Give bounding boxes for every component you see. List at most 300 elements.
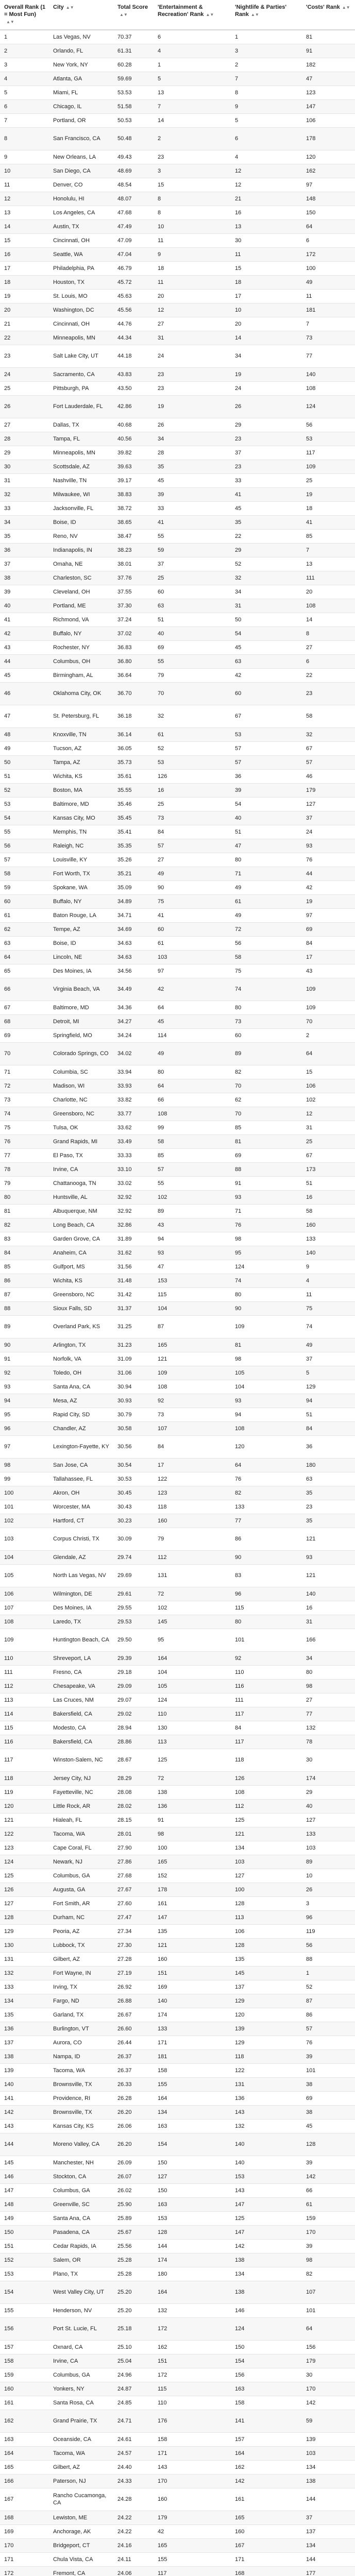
sort-icon[interactable]: ▲▼ (250, 12, 259, 17)
city-cell: Rapid City, SD (49, 1408, 113, 1421)
costs-rank-cell: 140 (302, 1246, 355, 1260)
costs-rank-cell: 44 (302, 867, 355, 880)
city-cell: Houston, TX (49, 275, 113, 289)
entertainment-rank-cell: 69 (154, 640, 231, 654)
nightlife-rank-cell: 113 (231, 1910, 302, 1924)
entertainment-rank-cell: 170 (154, 2474, 231, 2488)
nightlife-rank-cell: 80 (231, 853, 302, 867)
costs-rank-cell: 7 (302, 543, 355, 557)
costs-rank-cell: 128 (302, 2133, 355, 2156)
table-row (0, 668, 355, 682)
city-cell: Hialeah, FL (49, 1813, 113, 1827)
total-score-cell: 44.76 (113, 317, 154, 331)
entertainment-rank-cell: 164 (154, 2091, 231, 2105)
sort-icon[interactable]: ▲▼ (342, 5, 350, 10)
table-row (0, 1107, 355, 1121)
total-score-cell: 25.90 (113, 2197, 154, 2211)
city-cell: Worcester, MA (49, 1500, 113, 1514)
column-header-entertainment-rank[interactable]: 'Entertainment & Recreation' Rank ▲▼ (154, 0, 231, 30)
overall-rank-cell: 153 (0, 2267, 49, 2281)
city-cell: Pittsburgh, PA (49, 381, 113, 395)
total-score-cell: 26.60 (113, 2022, 154, 2036)
entertainment-rank-cell: 150 (154, 2183, 231, 2197)
total-score-cell: 24.85 (113, 2396, 154, 2410)
table-row (0, 2538, 355, 2552)
nightlife-rank-cell: 3 (231, 44, 302, 58)
table-row (0, 418, 355, 432)
costs-rank-cell: 38 (302, 2105, 355, 2119)
costs-rank-cell: 94 (302, 1394, 355, 1408)
table-row (0, 654, 355, 668)
entertainment-rank-cell: 18 (154, 261, 231, 275)
city-cell: Grand Rapids, MI (49, 1134, 113, 1148)
total-score-cell: 30.45 (113, 1486, 154, 1500)
nightlife-rank-cell: 115 (231, 1601, 302, 1615)
entertainment-rank-cell: 40 (154, 626, 231, 640)
costs-rank-cell: 133 (302, 1232, 355, 1246)
entertainment-rank-cell: 72 (154, 1771, 231, 1785)
entertainment-rank-cell: 160 (154, 1514, 231, 1528)
table-row (0, 950, 355, 964)
costs-rank-cell: 40 (302, 1799, 355, 1813)
city-cell: Colorado Springs, CO (49, 1042, 113, 1065)
total-score-cell: 27.30 (113, 1938, 154, 1952)
entertainment-rank-cell: 136 (154, 1799, 231, 1813)
nightlife-rank-cell: 11 (231, 247, 302, 261)
sort-icon[interactable]: ▲▼ (120, 12, 128, 17)
table-row (0, 317, 355, 331)
overall-rank-cell: 117 (0, 1749, 49, 1771)
table-row (0, 978, 355, 1001)
city-cell: Manchester, NH (49, 2156, 113, 2170)
nightlife-rank-cell: 52 (231, 557, 302, 571)
overall-rank-cell: 155 (0, 2303, 49, 2317)
total-score-cell: 24.61 (113, 2432, 154, 2446)
city-cell: Kansas City, MO (49, 811, 113, 825)
entertainment-rank-cell: 87 (154, 1315, 231, 1338)
table-row (0, 1380, 355, 1394)
overall-rank-cell: 25 (0, 381, 49, 395)
costs-rank-cell: 77 (302, 345, 355, 367)
costs-rank-cell: 177 (302, 2566, 355, 2576)
table-row (0, 2063, 355, 2077)
table-row (0, 1260, 355, 1274)
nightlife-rank-cell: 118 (231, 1749, 302, 1771)
city-cell: Columbus, OH (49, 654, 113, 668)
table-row (0, 1910, 355, 1924)
city-cell: Birmingham, AL (49, 668, 113, 682)
total-score-cell: 39.17 (113, 473, 154, 487)
table-row (0, 1771, 355, 1785)
nightlife-rank-cell: 129 (231, 1994, 302, 2008)
table-row (0, 755, 355, 769)
costs-rank-cell: 109 (302, 460, 355, 473)
entertainment-rank-cell: 42 (154, 978, 231, 1001)
overall-rank-cell: 156 (0, 2317, 49, 2340)
total-score-cell: 33.93 (113, 1079, 154, 1093)
entertainment-rank-cell: 103 (154, 950, 231, 964)
entertainment-rank-cell: 158 (154, 2063, 231, 2077)
total-score-cell: 26.20 (113, 2105, 154, 2119)
entertainment-rank-cell: 150 (154, 2156, 231, 2170)
city-cell: Seattle, WA (49, 247, 113, 261)
overall-rank-cell: 57 (0, 853, 49, 867)
entertainment-rank-cell: 37 (154, 557, 231, 571)
entertainment-rank-cell: 174 (154, 2008, 231, 2022)
nightlife-rank-cell: 112 (231, 1799, 302, 1813)
table-row (0, 894, 355, 908)
total-score-cell: 34.63 (113, 950, 154, 964)
table-row (0, 1287, 355, 1301)
overall-rank-cell: 87 (0, 1287, 49, 1301)
overall-rank-cell: 27 (0, 418, 49, 432)
sort-icon[interactable]: ▲▼ (65, 5, 74, 10)
overall-rank-cell: 20 (0, 303, 49, 317)
overall-rank-cell: 23 (0, 345, 49, 367)
city-cell: Rancho Cucamonga, CA (49, 2488, 113, 2511)
total-score-cell: 27.68 (113, 1869, 154, 1883)
total-score-cell: 45.63 (113, 289, 154, 303)
city-cell: St. Louis, MO (49, 289, 113, 303)
total-score-cell: 24.06 (113, 2566, 154, 2576)
city-cell: Burlington, VT (49, 2022, 113, 2036)
total-score-cell: 35.26 (113, 853, 154, 867)
table-row (0, 1785, 355, 1799)
city-cell: Tacoma, WA (49, 2063, 113, 2077)
total-score-cell: 53.53 (113, 86, 154, 99)
overall-rank-cell: 97 (0, 1435, 49, 1458)
city-cell: Cedar Rapids, IA (49, 2239, 113, 2253)
total-score-cell: 27.90 (113, 1841, 154, 1855)
nightlife-rank-cell: 110 (231, 1665, 302, 1679)
city-cell: Las Cruces, NM (49, 1693, 113, 1707)
costs-rank-cell: 139 (302, 2432, 355, 2446)
nightlife-rank-cell: 139 (231, 2022, 302, 2036)
entertainment-rank-cell: 130 (154, 1721, 231, 1735)
costs-rank-cell: 103 (302, 2446, 355, 2460)
nightlife-rank-cell: 98 (231, 1352, 302, 1366)
nightlife-rank-cell: 29 (231, 418, 302, 432)
city-cell: Stockton, CA (49, 2170, 113, 2183)
table-row (0, 2133, 355, 2156)
entertainment-rank-cell: 94 (154, 1232, 231, 1246)
city-cell: Fremont, CA (49, 2566, 113, 2576)
nightlife-rank-cell: 37 (231, 446, 302, 460)
entertainment-rank-cell: 20 (154, 289, 231, 303)
table-row (0, 2303, 355, 2317)
costs-rank-cell: 30 (302, 1749, 355, 1771)
nightlife-rank-cell: 4 (231, 150, 302, 164)
nightlife-rank-cell: 118 (231, 2049, 302, 2063)
nightlife-rank-cell: 91 (231, 1176, 302, 1190)
city-cell: Baltimore, MD (49, 1001, 113, 1014)
column-header-city[interactable]: City ▲▼ (49, 0, 113, 30)
costs-rank-cell: 35 (302, 1514, 355, 1528)
table-row (0, 367, 355, 381)
table-row (0, 571, 355, 585)
overall-rank-cell: 72 (0, 1079, 49, 1093)
costs-rank-cell: 101 (302, 2063, 355, 2077)
nightlife-rank-cell: 71 (231, 1204, 302, 1218)
nightlife-rank-cell: 146 (231, 2303, 302, 2317)
table-row (0, 769, 355, 783)
entertainment-rank-cell: 75 (154, 894, 231, 908)
overall-rank-cell: 158 (0, 2354, 49, 2368)
city-cell: Chattanooga, TN (49, 1176, 113, 1190)
table-row (0, 192, 355, 206)
costs-rank-cell: 69 (302, 2091, 355, 2105)
city-cell: Richmond, VA (49, 613, 113, 626)
total-score-cell: 37.55 (113, 585, 154, 599)
nightlife-rank-cell: 5 (231, 113, 302, 127)
nightlife-rank-cell: 106 (231, 1924, 302, 1938)
nightlife-rank-cell: 161 (231, 2488, 302, 2511)
overall-rank-cell: 18 (0, 275, 49, 289)
total-score-cell: 30.79 (113, 1408, 154, 1421)
city-cell: Nampa, ID (49, 2049, 113, 2063)
overall-rank-cell: 107 (0, 1601, 49, 1615)
entertainment-rank-cell: 7 (154, 99, 231, 113)
nightlife-rank-cell: 134 (231, 1841, 302, 1855)
table-row (0, 1707, 355, 1721)
city-cell: Nashville, TN (49, 473, 113, 487)
costs-rank-cell: 119 (302, 1924, 355, 1938)
total-score-cell: 31.42 (113, 1287, 154, 1301)
entertainment-rank-cell: 4 (154, 44, 231, 58)
city-cell: Baton Rouge, LA (49, 908, 113, 922)
entertainment-rank-cell: 42 (154, 2524, 231, 2538)
total-score-cell: 44.34 (113, 331, 154, 345)
total-score-cell: 24.40 (113, 2460, 154, 2474)
entertainment-rank-cell: 89 (154, 1204, 231, 1218)
total-score-cell: 35.55 (113, 783, 154, 797)
costs-rank-cell: 73 (302, 331, 355, 345)
costs-rank-cell: 58 (302, 1204, 355, 1218)
costs-rank-cell: 166 (302, 1629, 355, 1651)
table-row (0, 839, 355, 853)
overall-rank-cell: 50 (0, 755, 49, 769)
city-cell: Indianapolis, IN (49, 543, 113, 557)
city-cell: Greensboro, NC (49, 1107, 113, 1121)
column-header-costs-rank[interactable]: 'Costs' Rank ▲▼ (302, 0, 355, 30)
overall-rank-cell: 120 (0, 1799, 49, 1813)
total-score-cell: 31.56 (113, 1260, 154, 1274)
costs-rank-cell: 42 (302, 880, 355, 894)
nightlife-rank-cell: 45 (231, 501, 302, 515)
city-cell: Rochester, NY (49, 640, 113, 654)
nightlife-rank-cell: 76 (231, 1218, 302, 1232)
nightlife-rank-cell: 45 (231, 640, 302, 654)
nightlife-rank-cell: 14 (231, 331, 302, 345)
city-cell: Tampa, FL (49, 432, 113, 446)
total-score-cell: 24.11 (113, 2552, 154, 2566)
nightlife-rank-cell: 77 (231, 1514, 302, 1528)
table-row (0, 1601, 355, 1615)
total-score-cell: 38.65 (113, 515, 154, 529)
entertainment-rank-cell: 109 (154, 1366, 231, 1380)
total-score-cell: 25.89 (113, 2211, 154, 2225)
nightlife-rank-cell: 53 (231, 727, 302, 741)
total-score-cell: 26.37 (113, 2063, 154, 2077)
entertainment-rank-cell: 115 (154, 2382, 231, 2396)
nightlife-rank-cell: 109 (231, 1315, 302, 1338)
overall-rank-cell: 121 (0, 1813, 49, 1827)
table-row (0, 1028, 355, 1042)
nightlife-rank-cell: 83 (231, 1564, 302, 1587)
entertainment-rank-cell: 85 (154, 1148, 231, 1162)
entertainment-rank-cell: 41 (154, 515, 231, 529)
city-cell: Chula Vista, CA (49, 2552, 113, 2566)
nightlife-rank-cell: 54 (231, 626, 302, 640)
overall-rank-cell: 110 (0, 1651, 49, 1665)
overall-rank-cell: 160 (0, 2382, 49, 2396)
entertainment-rank-cell: 153 (154, 1274, 231, 1287)
sort-icon[interactable]: ▲▼ (206, 12, 214, 17)
total-score-cell: 39.82 (113, 446, 154, 460)
costs-rank-cell: 2 (302, 1028, 355, 1042)
city-cell: Columbus, GA (49, 1869, 113, 1883)
total-score-cell: 35.45 (113, 811, 154, 825)
table-row (0, 1528, 355, 1550)
city-cell: Buffalo, NY (49, 626, 113, 640)
overall-rank-cell: 115 (0, 1721, 49, 1735)
overall-rank-cell: 61 (0, 908, 49, 922)
table-row (0, 1966, 355, 1980)
city-cell: San Francisco, CA (49, 127, 113, 150)
city-cell: Fayetteville, NC (49, 1785, 113, 1799)
column-header-overall-rank[interactable]: Overall Rank (1 = Most Fun)▲▼ (0, 0, 49, 30)
table-row (0, 1352, 355, 1366)
table-row (0, 2077, 355, 2091)
entertainment-rank-cell: 161 (154, 1896, 231, 1910)
overall-rank-cell: 66 (0, 978, 49, 1001)
total-score-cell: 51.58 (113, 99, 154, 113)
entertainment-rank-cell: 58 (154, 1134, 231, 1148)
entertainment-rank-cell: 33 (154, 501, 231, 515)
nightlife-rank-cell: 116 (231, 1679, 302, 1693)
costs-rank-cell: 93 (302, 1550, 355, 1564)
table-row (0, 1065, 355, 1079)
city-cell: Jersey City, NJ (49, 1771, 113, 1785)
city-cell: Minneapolis, MN (49, 331, 113, 345)
overall-rank-cell: 89 (0, 1315, 49, 1338)
entertainment-rank-cell: 104 (154, 1665, 231, 1679)
table-row (0, 599, 355, 613)
total-score-cell: 29.55 (113, 1601, 154, 1615)
overall-rank-cell: 145 (0, 2156, 49, 2170)
nightlife-rank-cell: 122 (231, 2063, 302, 2077)
table-row (0, 1486, 355, 1500)
overall-rank-cell: 114 (0, 1707, 49, 1721)
table-row (0, 2022, 355, 2036)
entertainment-rank-cell: 113 (154, 1735, 231, 1749)
overall-rank-cell: 1 (0, 30, 49, 44)
costs-rank-cell: 109 (302, 978, 355, 1001)
total-score-cell: 45.72 (113, 275, 154, 289)
table-row (0, 626, 355, 640)
total-score-cell: 26.06 (113, 2119, 154, 2133)
city-cell: Bakersfield, CA (49, 1735, 113, 1749)
entertainment-rank-cell: 92 (154, 1394, 231, 1408)
costs-rank-cell: 49 (302, 1338, 355, 1352)
table-row (0, 86, 355, 99)
costs-rank-cell: 29 (302, 1785, 355, 1799)
nightlife-rank-cell: 120 (231, 2008, 302, 2022)
costs-rank-cell: 87 (302, 1994, 355, 2008)
entertainment-rank-cell: 66 (154, 1093, 231, 1107)
table-header (0, 0, 355, 30)
costs-rank-cell: 132 (302, 1721, 355, 1735)
city-cell: Salt Lake City, UT (49, 345, 113, 367)
city-cell: Omaha, NE (49, 557, 113, 571)
total-score-cell: 31.06 (113, 1366, 154, 1380)
overall-rank-cell: 7 (0, 113, 49, 127)
overall-rank-cell: 44 (0, 654, 49, 668)
entertainment-rank-cell: 55 (154, 654, 231, 668)
city-cell: Fort Smith, AR (49, 1896, 113, 1910)
nightlife-rank-cell: 136 (231, 2091, 302, 2105)
nightlife-rank-cell: 126 (231, 1771, 302, 1785)
total-score-cell: 28.67 (113, 1749, 154, 1771)
nightlife-rank-cell: 164 (231, 2446, 302, 2460)
costs-rank-cell: 17 (302, 950, 355, 964)
overall-rank-cell: 48 (0, 727, 49, 741)
nightlife-rank-cell: 117 (231, 1735, 302, 1749)
overall-rank-cell: 166 (0, 2474, 49, 2488)
entertainment-rank-cell: 41 (154, 908, 231, 922)
overall-rank-cell: 70 (0, 1042, 49, 1065)
table-row (0, 741, 355, 755)
costs-rank-cell: 82 (302, 2267, 355, 2281)
costs-rank-cell: 58 (302, 705, 355, 727)
entertainment-rank-cell: 143 (154, 2460, 231, 2474)
total-score-cell: 30.23 (113, 1514, 154, 1528)
overall-rank-cell: 106 (0, 1587, 49, 1601)
nightlife-rank-cell: 39 (231, 783, 302, 797)
table-row (0, 381, 355, 395)
costs-rank-cell: 23 (302, 1500, 355, 1514)
entertainment-rank-cell: 10 (154, 219, 231, 233)
total-score-cell: 25.10 (113, 2340, 154, 2354)
entertainment-rank-cell: 70 (154, 682, 231, 705)
city-cell: Peoria, AZ (49, 1924, 113, 1938)
costs-rank-cell: 70 (302, 1014, 355, 1028)
entertainment-rank-cell: 9 (154, 247, 231, 261)
costs-rank-cell: 121 (302, 1564, 355, 1587)
overall-rank-cell: 36 (0, 543, 49, 557)
costs-rank-cell: 86 (302, 2008, 355, 2022)
costs-rank-cell: 19 (302, 894, 355, 908)
total-score-cell: 25.56 (113, 2239, 154, 2253)
entertainment-rank-cell: 55 (154, 1176, 231, 1190)
city-cell: Glendale, AZ (49, 1550, 113, 1564)
entertainment-rank-cell: 73 (154, 811, 231, 825)
column-header-total-score[interactable]: Total Score▲▼ (113, 0, 154, 30)
nightlife-rank-cell: 70 (231, 1079, 302, 1093)
sort-icon[interactable]: ▲▼ (6, 20, 14, 24)
city-cell: Madison, WI (49, 1079, 113, 1093)
column-header-nightlife-rank[interactable]: 'Nightlife & Parties' Rank ▲▼ (231, 0, 302, 30)
entertainment-rank-cell: 164 (154, 1651, 231, 1665)
total-score-cell: 24.87 (113, 2382, 154, 2396)
table-row (0, 2119, 355, 2133)
city-cell: Philadelphia, PA (49, 261, 113, 275)
costs-rank-cell: 34 (302, 1651, 355, 1665)
overall-rank-cell: 17 (0, 261, 49, 275)
city-cell: Cleveland, OH (49, 585, 113, 599)
nightlife-rank-cell: 111 (231, 1693, 302, 1707)
entertainment-rank-cell: 6 (154, 30, 231, 44)
